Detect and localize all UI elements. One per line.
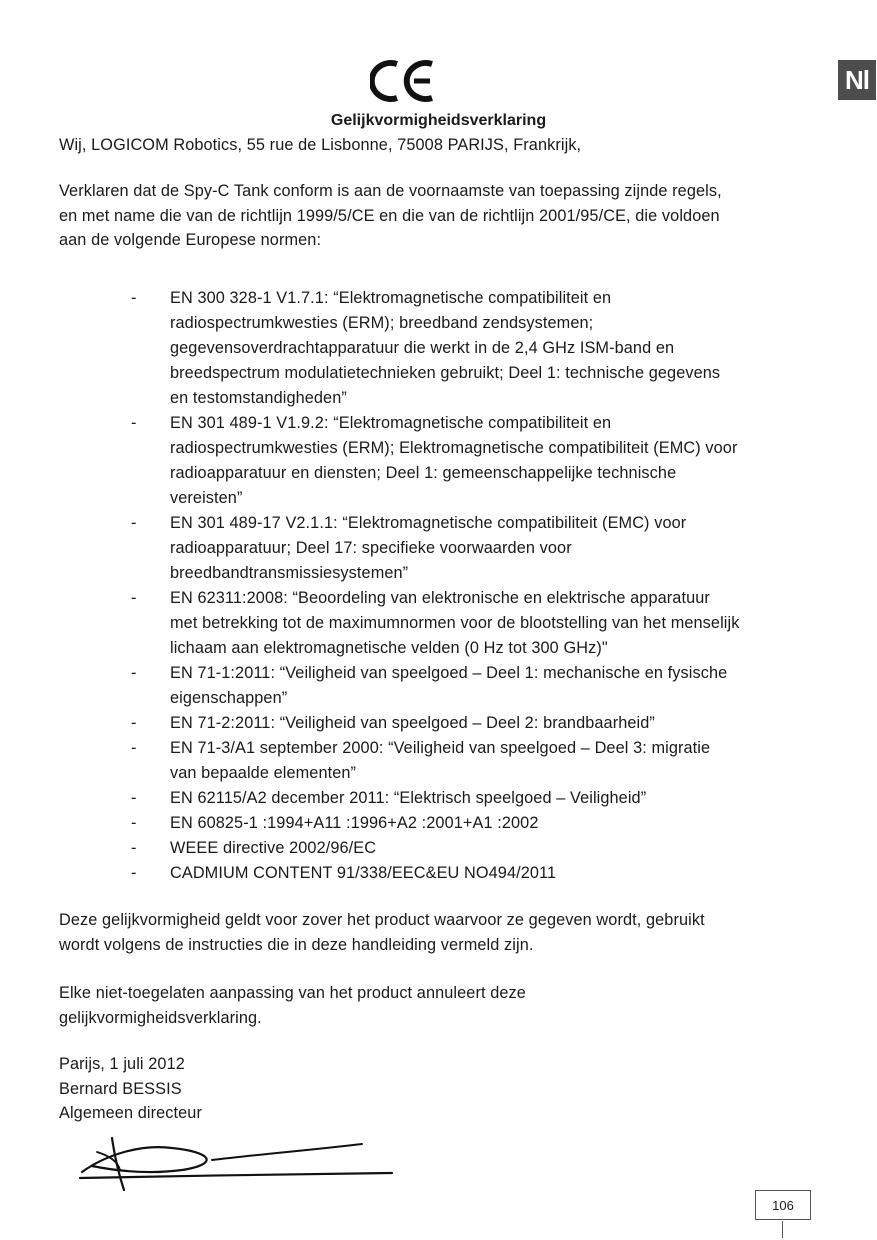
page-title: Gelijkvormigheidsverklaring bbox=[330, 112, 547, 129]
norm-line: met betrekking tot de maximumnormen voor de blootstelling van het menselijk bbox=[170, 614, 740, 632]
ce-mark-icon bbox=[370, 58, 436, 104]
modification-line: Elke niet-toegelaten aanpassing van het product annuleert deze bbox=[59, 984, 526, 1002]
norm-line: breedbandtransmissiesystemen” bbox=[170, 564, 409, 582]
norm-line: EN 301 489-1 V1.9.2: “Elektromagnetische compatibiliteit en bbox=[170, 414, 612, 432]
norm-line: CADMIUM CONTENT 91/338/EEC&EU NO494/2011 bbox=[170, 864, 557, 882]
declaration-line: en met name die van de richtlijn 1999/5/CE en die van de richtlijn 2001/95/CE, die voldoen bbox=[59, 206, 720, 225]
norm-item-weee bbox=[0, 836, 820, 861]
bullet-dash: - bbox=[131, 789, 137, 807]
norm-item-en-300-328-1 bbox=[0, 286, 820, 411]
norm-line: EN 62115/A2 december 2011: “Elektrisch speelgoed – Veiligheid” bbox=[170, 789, 647, 807]
norm-line: EN 71-1:2011: “Veiligheid van speelgoed – Deel 1: mechanische en fysische bbox=[170, 664, 728, 682]
norm-item-en-71-1 bbox=[0, 661, 820, 711]
norm-line: EN 71-2:2011: “Veiligheid van speelgoed – Deel 2: brandbaarheid” bbox=[170, 714, 655, 732]
norm-item-en-301-489-1 bbox=[0, 411, 820, 511]
declaration-paragraph bbox=[59, 179, 839, 253]
bullet-dash: - bbox=[131, 839, 137, 857]
norm-line: breedspectrum modulatietechnieken gebruikt; Deel 1: technische gegevens bbox=[170, 364, 721, 382]
bullet-dash: - bbox=[131, 814, 137, 832]
norm-line: radiospectrumkwesties (ERM); Elektromagnetische compatibiliteit (EMC) voor bbox=[170, 439, 738, 457]
bullet-dash: - bbox=[131, 289, 137, 307]
norm-item-en-301-489-17 bbox=[0, 511, 820, 586]
validity-line: wordt volgens de instructies die in deze handleiding vermeld zijn. bbox=[59, 935, 534, 954]
norm-line: radiospectrumkwesties (ERM); breedband zendsystemen; bbox=[170, 314, 594, 332]
signatory-name: Bernard BESSIS bbox=[59, 1079, 182, 1098]
norm-item-en-71-2 bbox=[0, 711, 820, 736]
norm-item-en-62115 bbox=[0, 786, 820, 811]
norm-line: EN 60825-1 :1994+A11 :1996+A2 :2001+A1 :2002 bbox=[170, 814, 539, 832]
modification-line: gelijkvormigheidsverklaring. bbox=[59, 1008, 262, 1027]
norm-line: EN 301 489-17 V2.1.1: “Elektromagnetische compatibiliteit (EMC) voor bbox=[170, 514, 687, 532]
signoff-block bbox=[59, 1052, 839, 1126]
declaration-line: Verklaren dat de Spy-C Tank conform is aan de voornaamste van toepassing zijnde regels, bbox=[59, 182, 722, 200]
norm-line: EN 71-3/A1 september 2000: “Veiligheid van speelgoed – Deel 3: migratie bbox=[170, 739, 711, 757]
validity-paragraph bbox=[59, 908, 839, 957]
place-date: Parijs, 1 juli 2012 bbox=[59, 1055, 185, 1073]
bullet-dash: - bbox=[131, 664, 137, 682]
norm-line: radioapparatuur en diensten; Deel 1: gemeenschappelijke technische bbox=[170, 464, 677, 482]
validity-line: Deze gelijkvormigheid geldt voor zover het product waarvoor ze gegeven wordt, gebruikt bbox=[59, 911, 705, 929]
intro-paragraph bbox=[59, 133, 839, 158]
bullet-dash: - bbox=[131, 739, 137, 757]
signatory-role: Algemeen directeur bbox=[59, 1104, 202, 1122]
norm-item-en-62311 bbox=[0, 586, 820, 661]
norm-item-en-71-3 bbox=[0, 736, 820, 786]
declaration-line: aan de volgende Europese normen: bbox=[59, 231, 322, 249]
modification-paragraph bbox=[59, 981, 839, 1030]
norm-line: van bepaalde elementen” bbox=[170, 764, 357, 782]
norm-item-cadmium bbox=[0, 861, 820, 886]
norm-line: vereisten” bbox=[170, 489, 243, 507]
norm-line: EN 300 328-1 V1.7.1: “Elektromagnetische compatibiliteit en bbox=[170, 289, 612, 307]
norm-line: gegevensoverdrachtapparatuur die werkt in de 2,4 GHz ISM-band en bbox=[170, 339, 675, 357]
page-number: 106 bbox=[755, 1190, 811, 1220]
bullet-dash: - bbox=[131, 514, 137, 532]
language-tab: Nl bbox=[838, 60, 876, 100]
page-number-tick bbox=[782, 1221, 783, 1238]
norm-item-en-60825-1 bbox=[0, 811, 820, 836]
bullet-dash: - bbox=[131, 414, 137, 432]
bullet-dash: - bbox=[131, 589, 137, 607]
handwritten-signature bbox=[62, 1132, 407, 1194]
bullet-dash: - bbox=[131, 864, 137, 882]
norm-line: WEEE directive 2002/96/EC bbox=[170, 839, 377, 857]
norms-list bbox=[0, 286, 877, 886]
norm-line: en testomstandigheden” bbox=[170, 389, 347, 407]
norm-line: EN 62311:2008: “Beoordeling van elektronische en elektrische apparatuur bbox=[170, 589, 710, 607]
norm-line: eigenschappen” bbox=[170, 689, 288, 707]
bullet-dash: - bbox=[131, 714, 137, 732]
norm-line: radioapparatuur; Deel 17: specifieke voorwaarden voor bbox=[170, 539, 572, 557]
intro-line: Wij, LOGICOM Robotics, 55 rue de Lisbonne, 75008 PARIJS, Frankrijk, bbox=[59, 136, 582, 154]
norm-line: lichaam aan elektromagnetische velden (0 Hz tot 300 GHz)" bbox=[170, 639, 608, 657]
